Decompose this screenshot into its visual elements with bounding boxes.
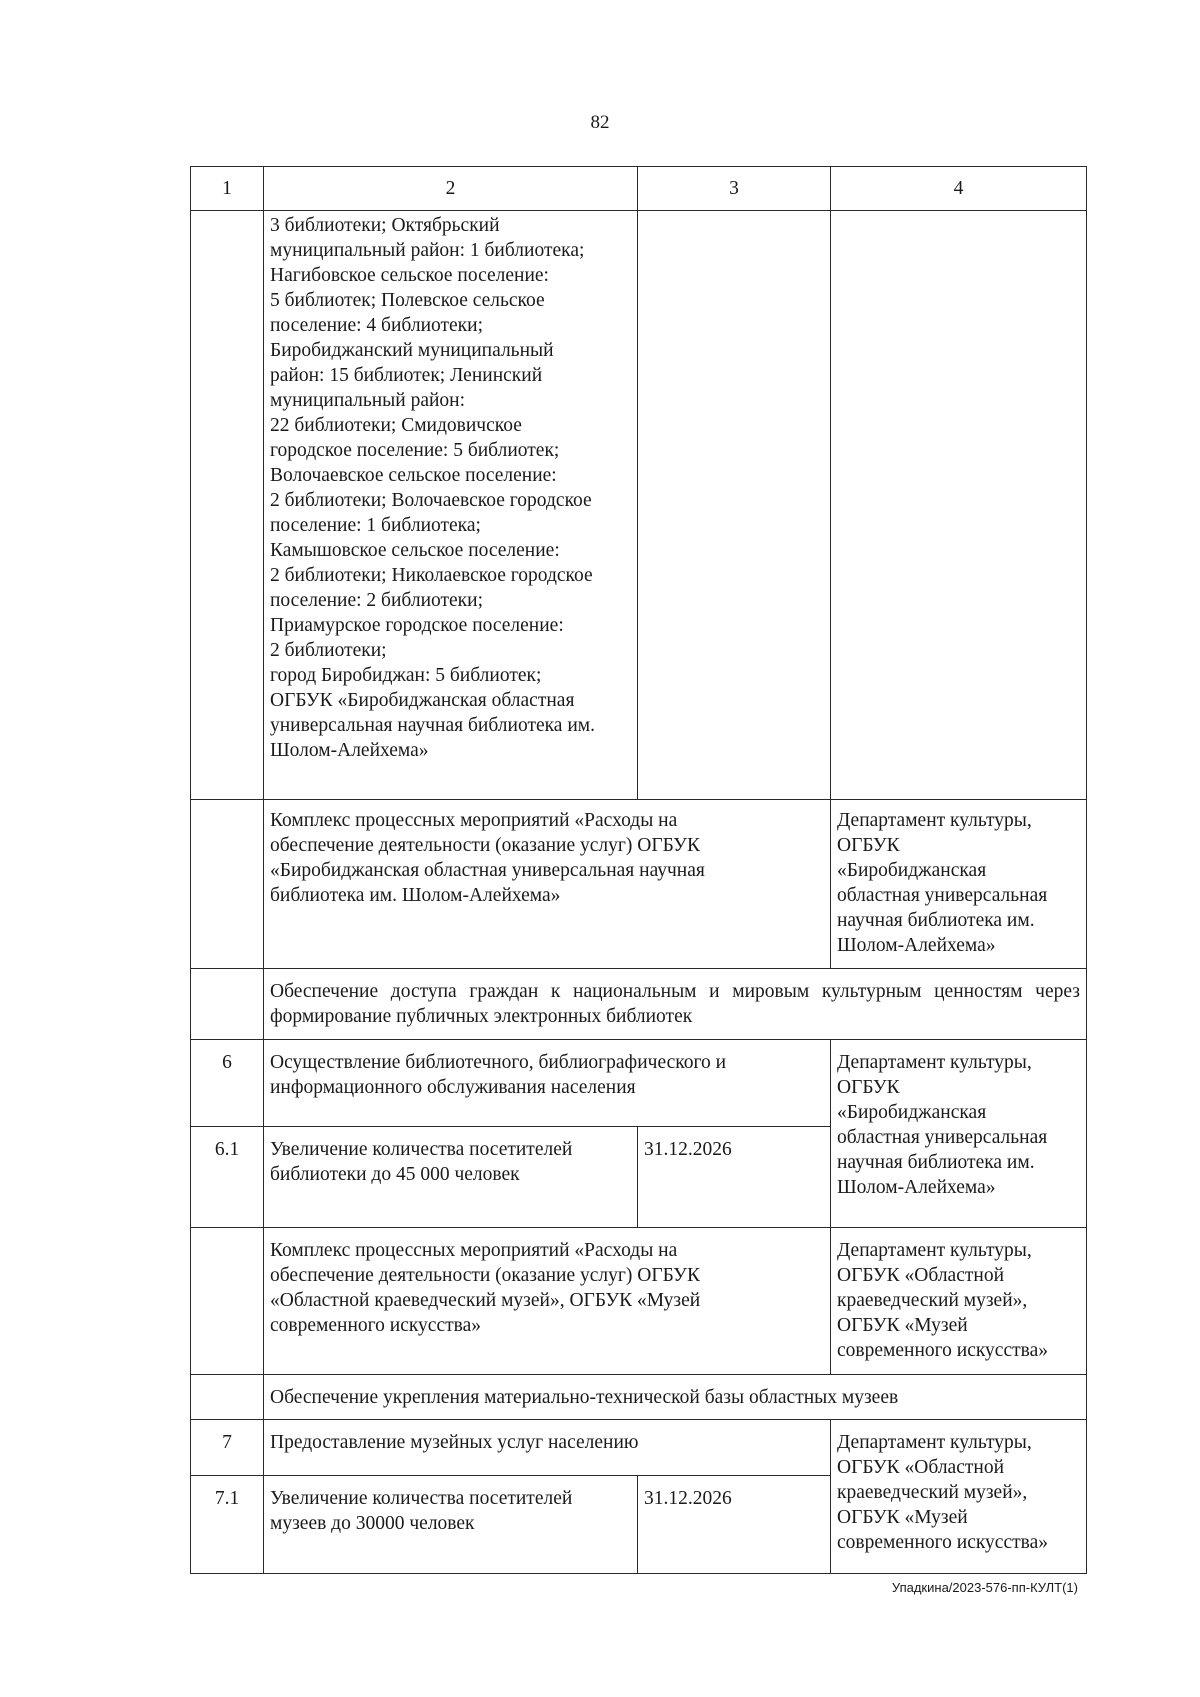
row-number bbox=[191, 800, 264, 969]
row-number: 6 bbox=[191, 1040, 264, 1127]
document-table bbox=[190, 166, 1087, 1574]
page-number: 82 bbox=[590, 112, 610, 133]
table-row-6 bbox=[191, 1040, 1087, 1127]
row-text: Увеличение количества посетителей музеев до 30000 человек bbox=[264, 1476, 638, 1574]
row-text: Осуществление библиотечного, библиографического и информационного обслуживания населения bbox=[264, 1040, 831, 1127]
table-row-complex-museum bbox=[191, 1228, 1087, 1375]
row-text bbox=[264, 211, 638, 800]
row-date bbox=[638, 211, 831, 800]
row-text: Обеспечение доступа граждан к национальным и мировым культурным ценностям через формирование публичных электронных библиотек bbox=[264, 969, 1087, 1040]
row-responsible: Департамент культуры, ОГБУК «Биробиджанская областная универсальная научная библиотека им. Шолом-Алейхема» bbox=[831, 800, 1087, 969]
row-date: 31.12.2026 bbox=[638, 1127, 831, 1228]
header-col-2: 2 bbox=[264, 167, 638, 211]
row-text: Увеличение количества посетителей библиотеки до 45 000 человек bbox=[264, 1127, 638, 1228]
table-row-complex-library bbox=[191, 800, 1087, 969]
row-number bbox=[191, 969, 264, 1040]
row-number bbox=[191, 211, 264, 800]
row-number: 7 bbox=[191, 1420, 264, 1476]
document-code: Упадкина/2023-576-пп-КУЛТ(1) bbox=[891, 1580, 1078, 1595]
row-text: Обеспечение укрепления материально-технической базы областных музеев bbox=[264, 1375, 1087, 1420]
row-number: 6.1 bbox=[191, 1127, 264, 1228]
row-date: 31.12.2026 bbox=[638, 1476, 831, 1574]
row-text: Комплекс процессных мероприятий «Расходы на обеспечение деятельности (оказание услуг) ОГБУК «Областной краеведческий музей», ОГБУК «Музей современного искусства» bbox=[264, 1228, 831, 1375]
table-row-libraries bbox=[191, 211, 1087, 800]
row-number: 7.1 bbox=[191, 1476, 264, 1574]
row-responsible: Департамент культуры, ОГБУК «Областной краеведческий музей», ОГБУК «Музей современного искусства» bbox=[831, 1420, 1087, 1574]
header-col-4: 4 bbox=[831, 167, 1087, 211]
header-col-1: 1 bbox=[191, 167, 264, 211]
table-row-task-museums bbox=[191, 1375, 1087, 1420]
row-number bbox=[191, 1375, 264, 1420]
row-responsible: Департамент культуры, ОГБУК «Биробиджанская областная универсальная научная библиотека им. Шолом-Алейхема» bbox=[831, 1040, 1087, 1228]
row-text: Комплекс процессных мероприятий «Расходы на обеспечение деятельности (оказание услуг) ОГБУК «Биробиджанская областная универсальная научная библиотека им. Шолом-Алейхема» bbox=[264, 800, 831, 969]
row-text: Предоставление музейных услуг населению bbox=[264, 1420, 831, 1476]
libraries-list-text: 3 библиотеки; Октябрьский муниципальный район: 1 библиотека; Нагибовское сельское поселение: 5 библиотек; Полевское сельское поселение: 4 библиотеки; Биробиджанский муниципальный район: 15 библиотек; Ленинский муниципальный район: 22 библиотеки; Смидовичское городское поселение: 5 библиотек; Волочаевское сельское поселение: 2 библиотеки; Волочаевское городское поселение: 1 библиотека; Камышовское сельское поселение: 2 библиотеки; Николаевское городское поселение: 2 библиотеки; Приамурское городское поселение: 2 библиотеки; город Биробиджан: 5 библиотек; ОГБУК «Биробиджанская областная универсальная научная библиотека им. Шолом-Алейхема» bbox=[270, 215, 595, 761]
row-responsible: Департамент культуры, ОГБУК «Областной краеведческий музей», ОГБУК «Музей современного искусства» bbox=[831, 1228, 1087, 1375]
row-responsible bbox=[831, 211, 1087, 800]
table-header-row bbox=[191, 167, 1087, 211]
header-col-3: 3 bbox=[638, 167, 831, 211]
table-row-7 bbox=[191, 1420, 1087, 1476]
row-number bbox=[191, 1228, 264, 1375]
table-row-task-libraries bbox=[191, 969, 1087, 1040]
